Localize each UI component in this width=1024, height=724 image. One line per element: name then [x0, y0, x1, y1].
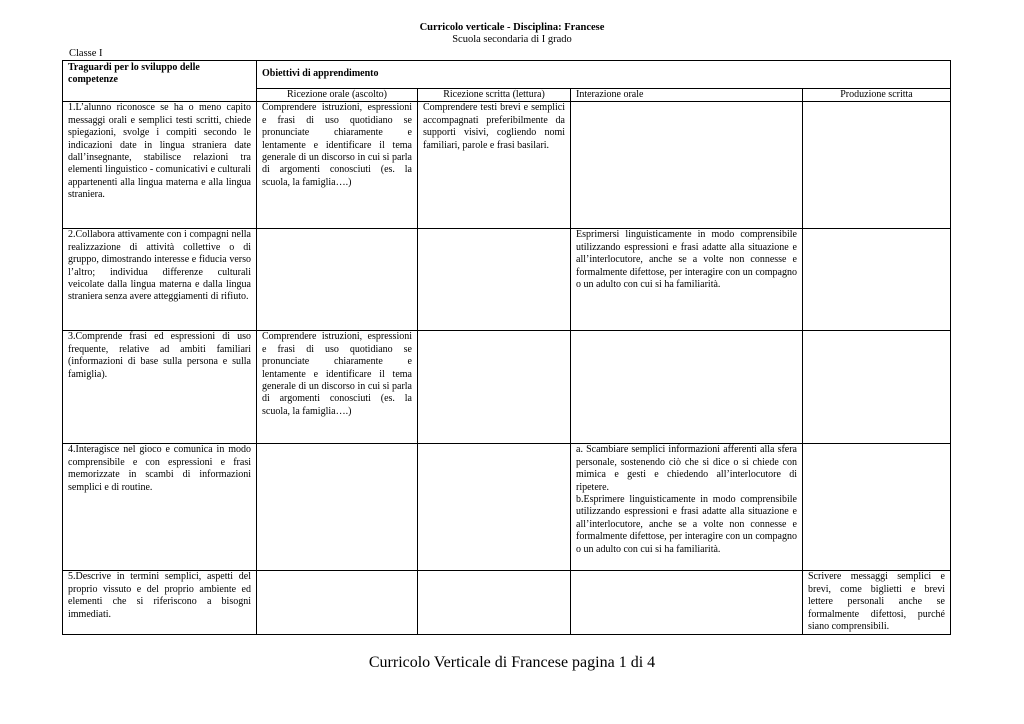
ricezione-scritta-cell	[418, 229, 571, 331]
traguardo-cell: 2.Collabora attivamente con i compagni nella realizzazione di attività collettive o di gruppo, dimostrando interesse e fiducia verso l’altro; individua differenze culturali veicolate dalla lingua materna e dalla lingua straniera senza avere atteggiamenti di rifiuto.	[63, 229, 257, 331]
produzione-scritta-cell	[803, 102, 951, 229]
ricezione-orale-cell	[257, 444, 418, 571]
produzione-scritta-cell: Scrivere messaggi semplici e brevi, come biglietti e brevi lettere personali anche se formalmente difettosi, purché siano comprensibili.	[803, 571, 951, 635]
interazione-orale-cell	[571, 331, 803, 444]
ricezione-scritta-cell	[418, 331, 571, 444]
subheader-ricezione-scritta: Ricezione scritta (lettura)	[418, 89, 571, 102]
ricezione-orale-cell	[257, 229, 418, 331]
subheader-interazione-orale: Interazione orale	[571, 89, 803, 102]
interazione-orale-cell	[571, 571, 803, 635]
ricezione-scritta-cell	[418, 444, 571, 571]
interazione-point-a: a. Scambiare semplici informazioni afferenti alla sfera personale, sostenendo ciò che si dice o si chiede con mimica e gesti e chiedendo all’interlocutore di ripetere.	[576, 444, 797, 493]
subheader-produzione-scritta: Produzione scritta	[803, 89, 951, 102]
table-header-row	[63, 61, 951, 89]
produzione-scritta-cell	[803, 229, 951, 331]
ricezione-scritta-cell	[418, 571, 571, 635]
header-traguardi: Traguardi per lo sviluppo delle competenze	[63, 61, 257, 102]
page-footer: Curricolo Verticale di Francese pagina 1 di 4	[368, 654, 656, 671]
table-row	[63, 102, 951, 229]
ricezione-orale-cell: Comprendere istruzioni, espressioni e frasi di uso quotidiano se pronunciate chiaramente e lentamente e identificare il tema generale di un discorso in cui si parla di argomenti conosciuti (es. la scuola, la famiglia….)	[257, 102, 418, 229]
traguardo-cell: 1.L’alunno riconosce se ha o meno capito messaggi orali e semplici testi scritti, chiede spiegazioni, svolge i compiti secondo le indicazioni date in lingua straniera date dall’insegnante, stabilisce relazioni tra elementi linguistico - comunicativi e culturali appartenenti alla lingua materna e alla lingua straniera.	[63, 102, 257, 229]
interazione-orale-cell: Esprimersi linguisticamente in modo comprensibile utilizzando espressioni e frasi adatte alla situazione e all’interlocutore, anche se a volte non connesse e formalmente difettose, per interagire con un compagno o un adulto con cui si ha familiarità.	[571, 229, 803, 331]
produzione-scritta-cell	[803, 331, 951, 444]
class-label: Classe I	[69, 48, 103, 59]
table-row	[63, 229, 951, 331]
ricezione-scritta-cell: Comprendere testi brevi e semplici accompagnati preferibilmente da supporti visivi, cogliendo nomi familiari, parole e frasi basilari.	[418, 102, 571, 229]
traguardo-cell: 3.Comprende frasi ed espressioni di uso frequente, relative ad ambiti familiari (informazioni di base sulla persona e sulla famiglia).	[63, 331, 257, 444]
subheader-ricezione-orale: Ricezione orale (ascolto)	[257, 89, 418, 102]
curriculum-table	[62, 60, 951, 635]
produzione-scritta-cell	[803, 444, 951, 571]
table-row	[63, 444, 951, 571]
interazione-point-b: b.Esprimere linguisticamente in modo comprensibile utilizzando espressioni e frasi adatte alla situazione e all’interlocutore, anche se a volte non connesse e formalmente difettose, per interagire con un compagno o un adulto con cui si ha familiarità.	[576, 494, 797, 555]
table-row	[63, 331, 951, 444]
header-obiettivi: Obiettivi di apprendimento	[257, 61, 951, 89]
traguardo-cell: 5.Descrive in termini semplici, aspetti del proprio vissuto e del proprio ambiente ed elementi che si riferiscono a bisogni immediati.	[63, 571, 257, 635]
interazione-orale-cell	[571, 102, 803, 229]
ricezione-orale-cell	[257, 571, 418, 635]
table-row	[63, 571, 951, 635]
document-subtitle: Scuola secondaria di I grado	[452, 34, 572, 45]
traguardo-cell: 4.Interagisce nel gioco e comunica in modo comprensibile e con espressioni e frasi memorizzate in scambi di informazioni semplici e di routine.	[63, 444, 257, 571]
ricezione-orale-cell: Comprendere istruzioni, espressioni e frasi di uso quotidiano se pronunciate chiaramente e lentamente e identificare il tema generale di un discorso in cui si parla di argomenti conosciuti (es. la scuola, la famiglia….)	[257, 331, 418, 444]
document-title: Curricolo verticale - Disciplina: Francese	[419, 22, 605, 33]
interazione-orale-cell	[571, 444, 803, 571]
